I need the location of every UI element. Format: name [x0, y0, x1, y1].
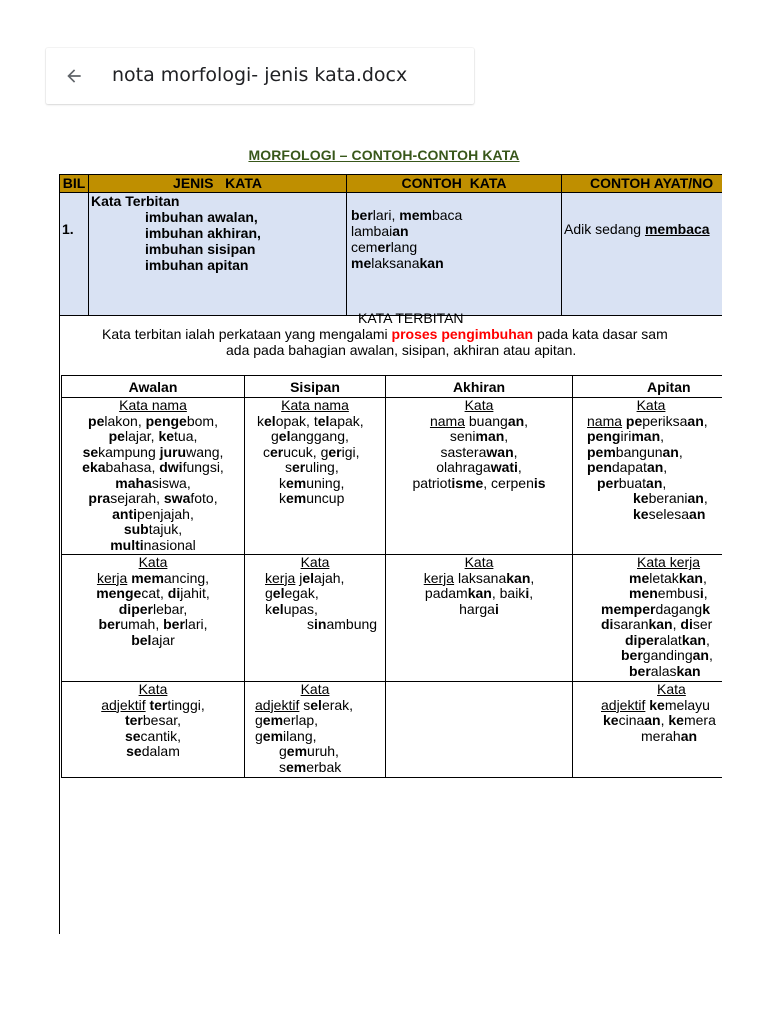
cell-line: pembangunan, [587, 443, 683, 460]
contoh-kata-list [347, 193, 561, 271]
akhiran-cell [386, 555, 573, 682]
main-table-header [60, 175, 762, 193]
cell-line: Kata kerja [637, 554, 701, 570]
cell-line: memperdagangk [601, 600, 710, 617]
cell-line: adjektif tertinggi, [101, 696, 205, 713]
cell-line: secantik, [124, 727, 182, 744]
cell-line: semerbak [279, 758, 342, 775]
document-title-bar [46, 48, 474, 104]
contoh-kata-item: cemerlang [351, 239, 418, 255]
jenis-title: Kata Terbitan [91, 193, 180, 209]
cell-line: sekampung juruwang, [82, 443, 224, 460]
cell-line: merahan [641, 727, 698, 744]
cell-line: Kata [464, 554, 494, 570]
cell-line: cerucuk, gerigi, [263, 443, 360, 460]
header-jenis-kata: JENIS KATA [89, 175, 347, 193]
cell-line: prasejarah, swafoto, [88, 490, 218, 506]
cell-line: adjektif kemelayu [601, 696, 710, 713]
cell-line: seniman, [449, 428, 509, 444]
cell-line: Kata nama [119, 397, 187, 413]
emphasis-text: proses pengimbuhan [391, 326, 534, 342]
document-title: nota morfologi- jenis kata.docx [112, 64, 408, 86]
cell-line: kerja laksanakan, [423, 569, 535, 586]
cell-line: padamkan, baiki, [424, 585, 534, 601]
cell-line: Kata [138, 554, 168, 570]
cell-line: antipenjajah, [112, 505, 194, 522]
cell-line: menembusi, [629, 585, 708, 601]
apitan-cell [573, 555, 730, 682]
cell-line: Kata [138, 681, 168, 697]
header-apitan: Apitan [573, 376, 730, 398]
row-number: 1. [62, 221, 74, 237]
cell-line: pengiriman, [587, 428, 665, 444]
contoh-kata-item: berlari, membaca [351, 207, 463, 223]
cell-line: pelajar, ketua, [108, 428, 198, 444]
cell-line: keberanian, [633, 490, 708, 506]
description-text: Kata terbitan ialah perkataan yang mengalami [102, 326, 392, 342]
cell-line: kelupas, [265, 600, 318, 617]
cell-line: ekabahasa, dwifungsi, [82, 459, 224, 475]
cell-line: berumah, berlari, [98, 616, 208, 632]
header-awalan: Awalan [62, 376, 245, 398]
cell-line: Kata [636, 397, 666, 413]
back-button[interactable] [60, 62, 88, 90]
document-heading: MORFOLOGI – CONTOH-CONTOH KATA [248, 147, 520, 163]
cell-line: perbuatan, [597, 474, 667, 491]
kata-terbitan-section [60, 302, 768, 374]
table-row [62, 398, 730, 555]
affix-table-header [62, 376, 730, 398]
cell-line: kecinaan, kemera [603, 712, 716, 728]
cell-line: gelegak, [265, 585, 319, 601]
awalan-cell [62, 398, 245, 555]
sisipan-cell [245, 555, 386, 682]
cell-line: beralaskan [629, 662, 701, 679]
cell-line: adjektif selerak, [255, 696, 354, 713]
contoh-ayat-text: Adik sedang membaca [564, 221, 710, 237]
table-row [62, 682, 730, 778]
sisipan-cell [245, 682, 386, 778]
table-row [60, 193, 762, 316]
cell-line: diperalatkan, [625, 631, 710, 648]
cell-line: sedalam [126, 743, 180, 759]
cell-line: sinambung [307, 616, 378, 632]
cell-line: hargai [459, 600, 499, 617]
header-contoh-kata: CONTOH KATA [347, 175, 562, 193]
awalan-cell [62, 555, 245, 682]
header-bil: BIL [60, 175, 89, 193]
cell-line: mahasiswa, [115, 474, 191, 491]
jenis-kata-cell [89, 193, 347, 316]
contoh-kata-item: melaksanakan [351, 255, 444, 271]
cell-line: Kata [300, 681, 330, 697]
affix-table [61, 375, 730, 778]
apitan-cell [573, 398, 730, 555]
cell-line: multinasional [110, 536, 196, 553]
akhiran-cell [386, 398, 573, 555]
awalan-cell [62, 682, 245, 778]
header-sisipan: Sisipan [245, 376, 386, 398]
table-row [62, 555, 730, 682]
contoh-kata-cell [347, 193, 562, 316]
cell-line: Kata [657, 681, 686, 697]
jenis-item: imbuhan apitan [145, 257, 249, 273]
section-description-line1 [102, 326, 668, 342]
akhiran-cell [386, 682, 573, 778]
cell-line: kelopak, telapak, [257, 412, 364, 429]
cell-line: gemilang, [255, 727, 317, 744]
cell-line: pendapatan, [587, 459, 668, 475]
cell-line: subtajuk, [123, 521, 183, 537]
cell-line: kerja jelajah, [265, 569, 345, 586]
main-table [59, 174, 762, 316]
cell-line: kerja memancing, [96, 569, 210, 586]
cell-line: mengecat, dijahit, [96, 585, 210, 601]
cell-line: nama buangan, [429, 412, 529, 429]
cell-line: terbesar, [124, 712, 182, 728]
arrow-left-icon [64, 66, 84, 86]
sisipan-cell [245, 398, 386, 555]
apitan-cell [573, 682, 730, 778]
section-description-line2: ada pada bahagian awalan, sisipan, akhiran atau apitan. [226, 342, 577, 358]
cell-line: gelanggang, [271, 428, 349, 444]
cell-line: keselesaan [633, 505, 706, 522]
cell-line: belajar [131, 631, 175, 648]
cell-line: sasterawan, [440, 443, 518, 460]
jenis-item: imbuhan sisipan [145, 241, 256, 257]
jenis-item: imbuhan akhiran, [145, 225, 261, 241]
cell-line: kemuncup [279, 490, 345, 506]
cell-line: gemerlap, [255, 712, 319, 728]
viewport-clip [722, 104, 768, 1024]
cell-line: kemuning, [279, 474, 345, 491]
header-contoh-ayat: CONTOH AYAT/NO [562, 175, 762, 193]
header-akhiran: Akhiran [386, 376, 573, 398]
cell-line: Kata [300, 554, 330, 570]
cell-line: nama peperiksaan, [587, 412, 708, 429]
cell-line: pelakon, pengebom, [88, 412, 218, 429]
section-title: KATA TERBITAN [358, 310, 464, 326]
cell-line: bergandingan, [621, 647, 713, 663]
row-number-cell [60, 193, 89, 316]
cell-line: meletakkan, [629, 569, 707, 586]
jenis-item: imbuhan awalan, [145, 209, 258, 225]
cell-line: diperlebar, [118, 600, 188, 617]
cell-line: Kata nama [281, 397, 349, 413]
description-text: pada kata dasar sam [533, 326, 668, 342]
cell-line: patriotisme, cerpenis [412, 474, 546, 491]
cell-line: gemuruh, [279, 743, 339, 759]
cell-line: Kata [464, 397, 494, 413]
cell-line: olahragawati, [436, 459, 522, 475]
cell-line: seruling, [285, 459, 339, 475]
contoh-kata-item: lambaian [351, 223, 409, 239]
cell-line: disarankan, diser [601, 616, 713, 632]
